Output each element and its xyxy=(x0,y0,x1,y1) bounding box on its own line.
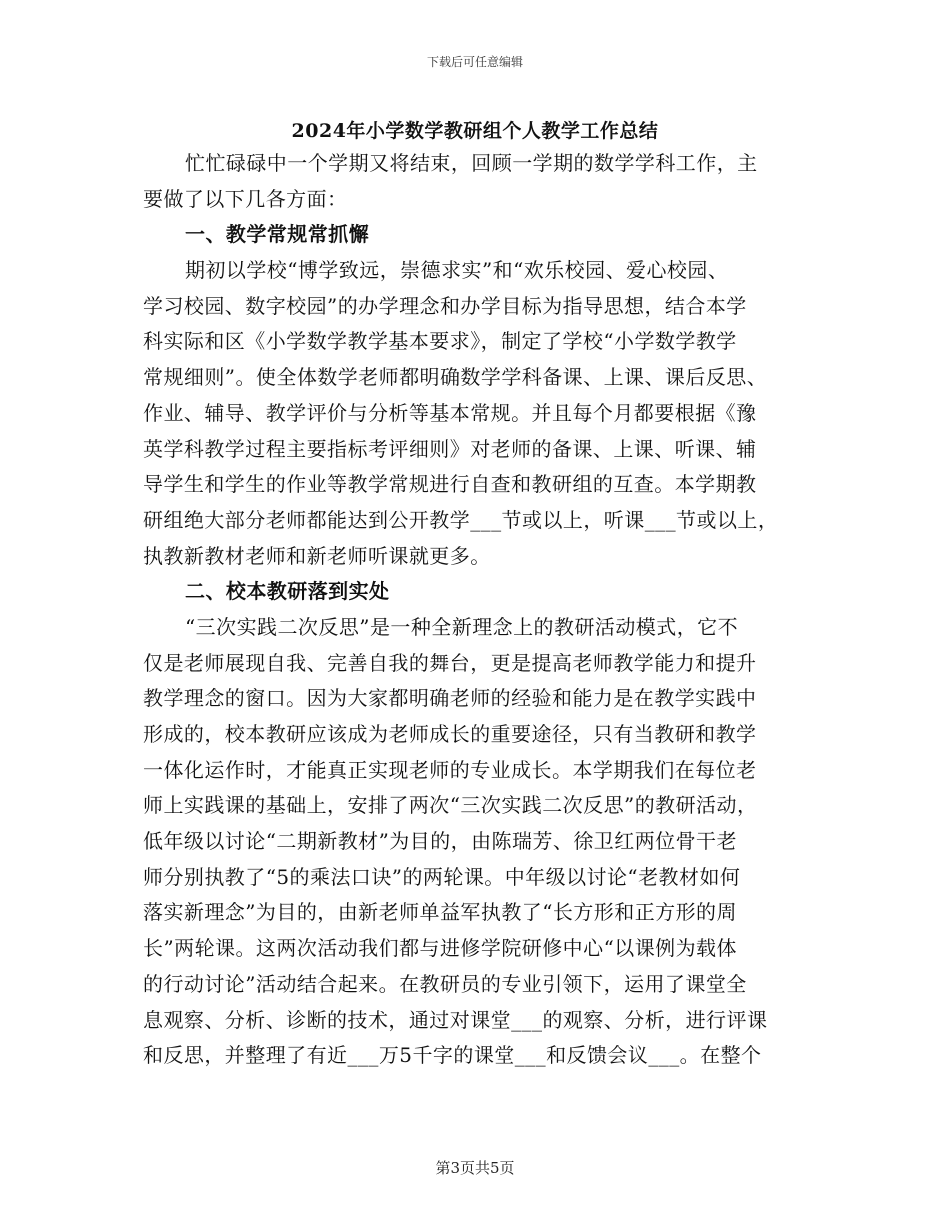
paragraph-line: 息观察、分析、诊断的技术，通过对课堂___的观察、分析，进行评课 xyxy=(143,1007,768,1032)
section-heading: 一、教学常规常抓懈 xyxy=(185,222,370,247)
paragraph-line: 科实际和区《小学数学教学基本要求》，制定了学校“小学数学教学 xyxy=(143,329,737,354)
paragraph-line: 落实新理念”为目的，由新老师单益军执教了“长方形和正方形的周 xyxy=(143,900,737,925)
paragraph-line: 期初以学校“博学致远，崇德求实”和“欢乐校园、爱心校园、 xyxy=(185,258,729,283)
paragraph-line: 英学科教学过程主要指标考评细则》对老师的备课、上课、听课、辅 xyxy=(143,436,757,461)
paragraph-line: 执教新教材老师和新老师听课就更多。 xyxy=(143,543,491,568)
paragraph-line: 作业、辅导、教学评价与分析等基本常规。并且每个月都要根据《豫 xyxy=(143,400,757,425)
paragraph-line: 学习校园、数字校园”的办学理念和办学目标为指导思想，结合本学 xyxy=(143,293,747,318)
paragraph-line: 形成的，校本教研应该成为老师成长的重要途径，只有当教研和教学 xyxy=(143,722,757,746)
document-title: 2024年小学数学教研组个人教学工作总结 xyxy=(291,120,659,142)
paragraph-line: 导学生和学生的作业等教学常规进行自查和教研组的互查。本学期教 xyxy=(143,472,757,497)
paragraph-line: 师上实践课的基础上，安排了两次“三次实践二次反思”的教研活动， xyxy=(143,793,758,818)
paragraph-line: 和反思，并整理了有近___万5千字的课堂___和反馈会议___。在整个 xyxy=(143,1043,762,1068)
paragraph-line: 师分别执教了“5的乘法口诀”的两轮课。中年级以讨论“老教材如何 xyxy=(143,864,741,889)
paragraph-line: 要做了以下几各方面： xyxy=(143,186,348,211)
paragraph-line: 长”两轮课。这两次活动我们都与进修学院研修中心“以课例为载体 xyxy=(143,936,737,961)
document-body xyxy=(143,146,807,1074)
paragraph-line: 的行动讨论”活动结合起来。在教研员的专业引领下，运用了课堂全 xyxy=(143,971,747,996)
paragraph-line: 常规细则”。使全体数学老师都明确数学学科备课、上课、课后反思、 xyxy=(143,365,768,390)
paragraph-line: 一体化运作时，才能真正实现老师的专业成长。本学期我们在每位老 xyxy=(143,757,757,782)
paragraph-line: 低年级以讨论“二期新教材”为目的，由陈瑞芳、徐卫红两位骨干老 xyxy=(143,829,737,854)
page-header-note: 下载后可任意编辑 xyxy=(426,55,523,69)
paragraph-line: “三次实践二次反思”是一种全新理念上的教研活动模式，它不 xyxy=(185,614,739,639)
paragraph-line: 忙忙碌碌中一个学期又将结束，回顾一学期的数学学科工作，主 xyxy=(185,151,758,175)
section-heading: 二、校本教研落到实处 xyxy=(185,579,390,604)
page-number: 第3页共5页 xyxy=(435,1159,515,1177)
paragraph-line: 仅是老师展现自我、完善自我的舞台，更是提高老师教学能力和提升 xyxy=(143,650,757,675)
paragraph-line: 研组绝大部分老师都能达到公开教学___节或以上，听课___节或以上， xyxy=(143,507,779,532)
paragraph-line: 教学理念的窗口。因为大家都明确老师的经验和能力是在教学实践中 xyxy=(143,686,757,711)
